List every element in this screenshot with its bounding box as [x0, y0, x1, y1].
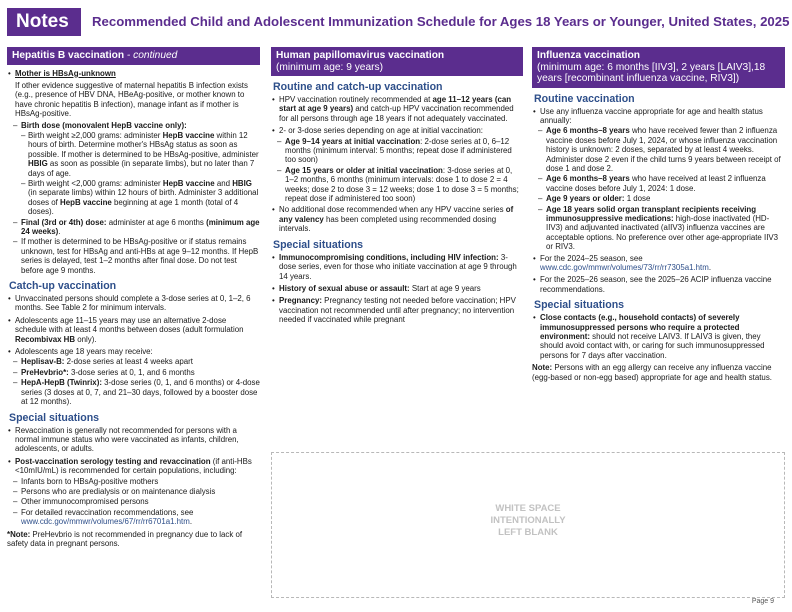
influenza-column — [532, 47, 785, 382]
hpv-routine-item: • 2- or 3-dose series depending on age at initial vaccination: — [271, 126, 523, 135]
mmwr-influenza-link[interactable]: www.cdc.gov/mmwr/volumes/73/rr/rr7305a1.htm — [540, 263, 709, 272]
heplisav-item: – Heplisav-B: 2-dose series at least 4 weeks apart — [13, 357, 260, 366]
final-dose-item: – Final (3rd or 4th) dose: administer at age 6 months (minimum age 24 weeks). — [13, 218, 260, 237]
mother-unknown-text: If other evidence suggestive of maternal hepatitis B infection exists (e.g., presence of HBV DNA, HBeAg-positive, or mother known to have chronic hepatitis B infection), manage infant as if mother is HBsAg-positive. — [15, 80, 248, 119]
influenza-bar-min-age: (minimum age: 6 months [IIV3], 2 years [LAIV3],18 years [recombinant influenza vaccine, RIV3]) — [537, 61, 766, 84]
hpv-routine-item: • HPV vaccination routinely recommended at age 11–12 years (can start at age 9 years) and catch-up HPV vaccination recommended for all persons through age 18 years if not adequately vaccinated. — [271, 95, 523, 123]
special-item: • Revaccination is generally not recommended for persons with a normal immune status who were vaccinated as infants, children, adolescents, or adults. — [7, 426, 260, 454]
prehevbrio-note: *Note: PreHevbrio is not recommended in pregnancy due to lack of safety data in pregnant persons. — [7, 529, 243, 548]
hepb-catchup-heading: Catch-up vaccination — [9, 280, 117, 293]
hepb-bar-continued: - continued — [124, 50, 178, 61]
hpv-special-heading: Special situations — [273, 238, 364, 251]
catchup-item: • Unvaccinated persons should complete a 3-dose series at 0, 1–2, 6 months. See Table 2 for minimum intervals. — [7, 294, 260, 313]
page-number: Page 9 — [751, 598, 774, 605]
egg-allergy-note: Note: Persons with an egg allergy can receive any influenza vaccine (egg-based or non-egg based) appropriate for age and health status. — [532, 363, 772, 382]
population-item: – Other immunocompromised persons — [13, 497, 260, 506]
mother-unknown-heading: Mother is HBsAg-unknown — [15, 68, 116, 78]
influenza-age-item: – Age 6 months–8 years who have received fewer than 2 influenza vaccine doses before July 1, 2024, or whose influenza vaccination history is unknown: 2 doses, separated by at least 4 weeks. Administer dose 2 even if the child turns 9 years between receipt of dose 1 and dose 2. — [538, 126, 785, 173]
hpv-special-item: • Immunocompromising conditions, including HIV infection: 3-dose series, even for those who initiate vaccination at age 9 through 14 years. — [271, 253, 523, 281]
birth-weight-lt-2000: – Birth weight <2,000 grams: administer HepB vaccine and HBIG (in separate limbs) within 12 hours of birth. Administer 3 additional doses of HepB vaccine beginning at age 1 month (total of 4 doses). — [21, 179, 260, 217]
revaccination-link-item: – For detailed revaccination recommendations, see www.cdc.gov/mmwr/volumes/67/rr/rr6701a1.htm. — [13, 508, 260, 527]
white-space-box — [271, 452, 785, 598]
twinrix-item: – HepA-HepB (Twinrix): 3-dose series (0, 1, and 6 months) or 4-dose series (3 doses at 0, 7, and 21–30 days, followed by a booster dose at 12 months). — [13, 378, 260, 406]
influenza-routine-heading: Routine vaccination — [534, 92, 635, 105]
influenza-transplant-item: – Age 18 years solid organ transplant recipients receiving immunosuppressive medications: high-dose inactivated (HD-IIV3) and adjuvanted inactivated (aIIV3) influenza vaccines are acceptable options. No preference over other age-appropriate IIV3 or RIV3. — [538, 205, 785, 252]
population-item: – Persons who are predialysis or on maintenance dialysis — [13, 487, 260, 496]
birth-dose-label: Birth dose (monovalent HepB vaccine only): — [21, 120, 187, 130]
hpv-special-item: • History of sexual abuse or assault: Start at age 9 years — [271, 284, 523, 293]
page-header — [0, 0, 792, 40]
birth-weight-ge-2000: – Birth weight ≥2,000 grams: administer HepB vaccine within 12 hours of birth. Determine mother's HBsAg status as soon as possible. If mother is determined to be HBsAg-positive, administer HBIG as soon as possible (in separate limbs), but no later than 7 days of age. — [21, 131, 260, 178]
influenza-bar-title: Influenza vaccination — [537, 50, 641, 61]
influenza-special-item: • Close contacts (e.g., household contacts) of severely immunosuppressed persons who require a protected environment: should not receive LAIV3. If LAIV3 is given, they should avoid contact with, or caring for such immunosuppressed persons for 7 days after vaccination. — [532, 313, 785, 360]
hpv-section-bar — [271, 47, 523, 76]
influenza-age-item: – Age 6 months–8 years who have received at least 2 influenza vaccine doses before July 1, 2024: 1 dose. — [538, 174, 785, 193]
hpv-special-item: • Pregnancy: Pregnancy testing not needed before vaccination; HPV vaccination not recommended until after pregnancy; no intervention needed if vaccinated while pregnant — [271, 296, 523, 324]
white-space-label: WHITE SPACE INTENTIONALLY LEFT BLANK — [490, 503, 566, 538]
special-item: • Post-vaccination serology testing and revaccination (if anti-HBs <10mIU/mL) is recommended for certain populations, including: — [7, 457, 260, 476]
hpv-age-15-plus: – Age 15 years or older at initial vaccination: 3-dose series at 0, 1–2 months, 6 months (minimum intervals: dose 1 to dose 2 = 4 weeks; dose 2 to dose 3 = 12 weeks; dose 1 to dose 3 = 5 months; repeat dose if administered too soon) — [277, 166, 523, 204]
hpv-bar-min-age: (minimum age: 9 years) — [276, 61, 383, 73]
mmwr-link[interactable]: www.cdc.gov/mmwr/volumes/67/rr/rr6701a1.htm — [21, 517, 190, 527]
prehevbrio-item: – PreHevbrio*: 3-dose series at 0, 1, and 6 months — [13, 368, 260, 377]
hpv-routine-item: • No additional dose recommended when any HPV vaccine series of any valency has been completed using recommended dosing intervals. — [271, 205, 523, 233]
page-title: Recommended Child and Adolescent Immunization Schedule for Ages 18 Years or Younger, United States, 2025 — [92, 14, 790, 29]
hpv-age-9-14: – Age 9–14 years at initial vaccination: 2-dose series at 0, 6–12 months (minimum interval: 5 months; repeat dose if administered too soon) — [277, 137, 523, 165]
hepb-section-bar — [7, 47, 260, 65]
hepb-special-heading: Special situations — [9, 411, 100, 424]
notes-tab: Notes — [7, 8, 81, 36]
catchup-item: • Adolescents age 11–15 years may use an alternative 2-dose schedule with at least 4 months between doses (adult formulation Recombivax HB only). — [7, 316, 260, 344]
influenza-season-2025: • For the 2025–26 season, see the 2025–26 ACIP influenza vaccine recommendations. — [532, 275, 785, 294]
catchup-item: • Adolescents age 18 years may receive: — [7, 347, 260, 356]
influenza-special-heading: Special situations — [534, 299, 625, 312]
population-item: – Infants born to HBsAg-positive mothers — [13, 477, 260, 486]
influenza-age-item: – Age 9 years or older: 1 dose — [538, 194, 785, 203]
hpv-routine-heading: Routine and catch-up vaccination — [273, 81, 443, 93]
hbsag-positive-testing: – If mother is determined to be HBsAg-positive or if status remains unknown, test for HBsAg and anti-HBs at age 9–12 months. If HepB series is delayed, test 1–2 months after final dose. Do not test before age 9 months. — [13, 237, 260, 275]
hepb-bar-title: Hepatitis B vaccination — [12, 50, 125, 61]
hpv-column — [271, 47, 523, 328]
hpv-bar-title: Human papillomavirus vaccination — [276, 50, 445, 61]
influenza-season-2024: • For the 2024–25 season, see www.cdc.gov/mmwr/volumes/73/rr/rr7305a1.htm. — [532, 254, 785, 273]
influenza-section-bar — [532, 47, 785, 88]
hepb-column — [7, 47, 260, 548]
influenza-routine-item: • Use any influenza vaccine appropriate for age and health status annually: — [532, 107, 785, 126]
